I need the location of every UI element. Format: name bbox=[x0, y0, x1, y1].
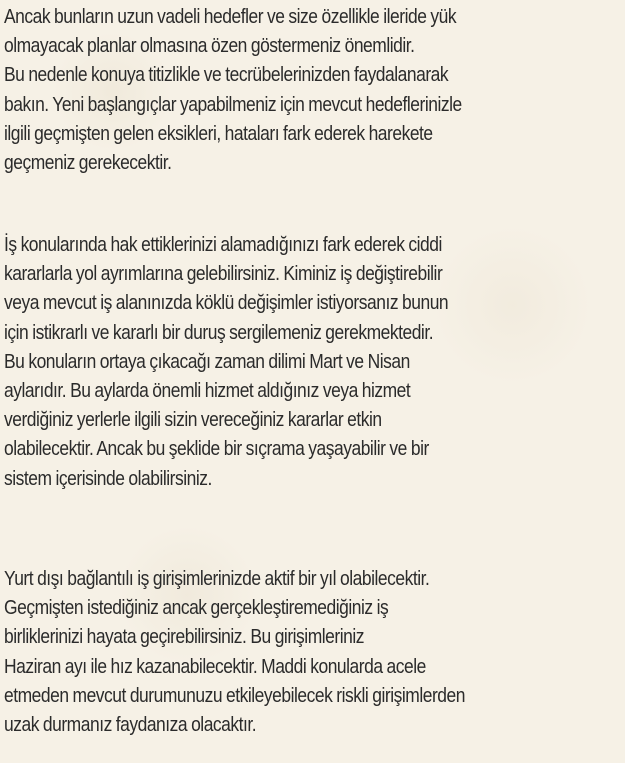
paragraph-abroad bbox=[4, 565, 621, 740]
text-line: uzak durmanız faydanıza olacaktır. bbox=[4, 714, 257, 737]
text-line: sistem içerisinde olabilirsiniz. bbox=[4, 467, 212, 490]
text-line: için istikrarlı ve kararlı bir duruş sergilemeniz gerekmektedir. bbox=[4, 321, 434, 344]
text-line: Geçmişten istediğiniz ancak gerçekleştiremediğiniz iş bbox=[4, 597, 389, 620]
text-line: olmayacak planlar olmasına özen göstermeniz önemlidir. bbox=[4, 35, 415, 58]
text-line: verdiğiniz yerlerle ilgili sizin vereceğiniz kararlar etkin bbox=[4, 409, 382, 432]
text-line: aylarıdır. Bu aylarda önemli hizmet aldığınız veya hizmet bbox=[4, 380, 411, 403]
text-line: olabilecektir. Ancak bu şeklide bir sıçrama yaşayabilir ve bir bbox=[4, 438, 429, 461]
paragraph-work bbox=[4, 231, 621, 494]
text-line: ilgili geçmişten gelen eksikleri, hataları fark ederek harekete bbox=[4, 122, 433, 145]
text-line: Haziran ayı ile hız kazanabilecektir. Maddi konularda acele bbox=[4, 655, 426, 678]
text-line: Bu konuların ortaya çıkacağı zaman dilimi Mart ve Nisan bbox=[4, 350, 410, 373]
paragraph-goals bbox=[4, 3, 621, 178]
text-line: kararlarla yol ayrımlarına gelebilirsiniz. Kiminiz iş değiştirebilir bbox=[4, 263, 443, 286]
text-line: Yurt dışı bağlantılı iş girişimlerinizde aktif bir yıl olabilecektir. bbox=[4, 568, 430, 590]
text-line: Ancak bunların uzun vadeli hedefler ve size özellikle ileride yük bbox=[4, 6, 457, 28]
text-line: geçmeniz gerekecektir. bbox=[4, 152, 172, 175]
text-line: Bu nedenle konuya titizlikle ve tecrübelerinizden faydalanarak bbox=[4, 64, 449, 87]
text-line: etmeden mevcut durumunuzu etkileyebilecek riskli girişimlerden bbox=[4, 684, 465, 707]
text-line: bakın. Yeni başlangıçlar yapabilmeniz için mevcut hedeflerinizle bbox=[4, 93, 462, 116]
text-line: birliklerinizi hayata geçirebilirsiniz. Bu girişimleriniz bbox=[4, 626, 365, 649]
text-line: İş konularında hak ettiklerinizi alamadığınızı fark ederek ciddi bbox=[4, 234, 442, 256]
text-line: veya mevcut iş alanınızda köklü değişimler istiyorsanız bunun bbox=[4, 292, 449, 315]
